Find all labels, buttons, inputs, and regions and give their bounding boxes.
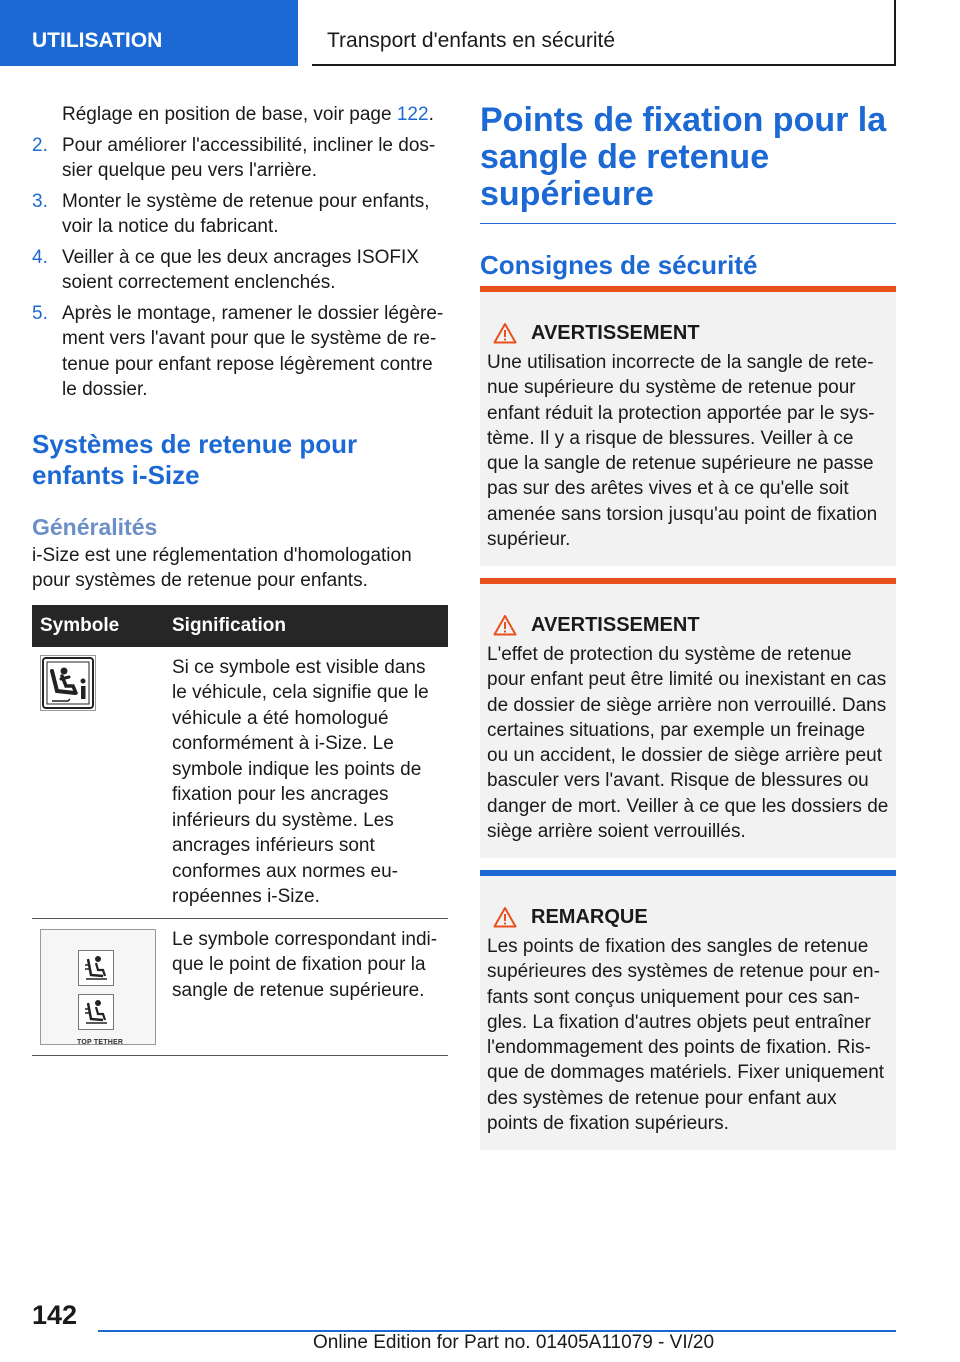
table-header-row (32, 605, 448, 647)
page-link[interactable]: 122 (396, 104, 429, 125)
step-text: Monter le système de retenue pour enfants, voir la notice du fabricant. (62, 190, 430, 237)
page-number: 142 (32, 1300, 78, 1330)
step-number: 5. (32, 302, 48, 324)
step-text: Après le montage, ramener le dossier légèrement vers l'avant pour que le système de retenue pour enfant repose légèrement contre le dossier. (62, 302, 444, 400)
top-tether-label: TOP TETHER (77, 1038, 124, 1046)
meaning-cell: Le symbole correspondant indique le point de fixation pour la sangle de retenue supérieure. (164, 918, 448, 1055)
warning-triangle-icon (493, 906, 517, 928)
symbol-cell (32, 647, 164, 919)
step-item (32, 189, 448, 240)
meaning-cell: Si ce symbole est visible dans le véhicule, cela signifie que le véhicule a été homologué conformément à i-Size. Le symbole indique les points de fixation pour les ancrages inférieurs du système. Les ancrages inférieurs sont conformes aux normes européennes i-Size. (164, 647, 448, 919)
notice-title-row (487, 902, 889, 932)
step-item (32, 301, 448, 403)
chapter-title: Transport d'enfants en sécurité (327, 29, 616, 52)
step-number: 2. (32, 134, 48, 156)
edition-text: Online Edition for Part no. 01405A11079 - VI/20 (313, 1332, 715, 1353)
remark-notice (480, 870, 896, 1150)
subheading-general: Généralités (32, 513, 158, 540)
step-item (32, 133, 448, 184)
notice-title-row (487, 610, 889, 640)
table-row (32, 647, 448, 919)
notice-body: L'effet de protection du système de retenue pour enfant peut être limité ou inexistant en cas de dossier de siège arrière non verrouillé. Dans certaines situations, par exemple un freinage ou un accident, le dossier de siège arrière peut basculer vers l'avant. Risque de blessures ou danger de mort. Veiller à ce que les dossiers de siège arrière soient verrouillés. (487, 644, 889, 843)
isofix-i-size-icon (40, 655, 96, 711)
notice-title: REMARQUE (531, 905, 648, 928)
warning-triangle-icon (493, 322, 517, 344)
step-text: Pour améliorer l'accessibilité, incliner le dossier quelque peu vers l'arrière. (62, 134, 436, 181)
section-title: UTILISATION (32, 29, 163, 52)
step-number: 4. (32, 246, 48, 268)
step-number: 3. (32, 190, 48, 212)
notice-title: AVERTISSEMENT (531, 321, 700, 344)
top-tether-seat-icon (78, 994, 114, 1030)
right-column (480, 102, 896, 281)
symbol-table (32, 605, 448, 1056)
step-item (32, 245, 448, 296)
notice-body: Les points de fixation des sangles de retenue supérieures des systèmes de retenue pour enfants sont conçus uniquement pour ces sangles. La fixation d'autres objets peut entraîner l'endommagement des points de fixation. Risque de dommages matériels. Fixer uniquement des systèmes de retenue pour enfant aux points de fixation supérieurs. (487, 936, 885, 1135)
section-heading: Systèmes de retenue pour enfants i-Size (32, 428, 358, 490)
section-tab (0, 0, 298, 66)
heading-divider (480, 223, 896, 224)
left-column (32, 102, 448, 1056)
continued-text-suffix: . (428, 104, 434, 125)
notice-body: Une utilisation incorrecte de la sangle de retenue supérieure du système de retenue pour enfant réduit la protection apportée par le système. Il y a risque de blessures. Veiller à ce que la sangle de retenue supérieure ne passe pas sur des arêtes vives et à ce qu'elle soit amenée sans torsion jusqu'au point de fixation supérieur. (487, 352, 878, 551)
notice-title-row (487, 318, 889, 348)
symbol-cell (32, 918, 164, 1055)
top-tether-seat-icon (78, 950, 114, 986)
notice-title: AVERTISSEMENT (531, 613, 700, 636)
warning-notice-2 (480, 578, 896, 858)
main-heading: Points de fixation pour la sangle de retenue supérieure (480, 101, 887, 213)
intro-paragraph: i-Size est une réglementation d'homologation pour systèmes de retenue pour enfants. (32, 544, 412, 591)
chapter-header (312, 0, 896, 66)
header-meaning: Signification (164, 605, 448, 647)
warning-notice-1 (480, 286, 896, 566)
step-text: Veiller à ce que les deux ancrages ISOFIX soient correctement enclenchés. (62, 246, 419, 293)
top-tether-icon (40, 929, 156, 1045)
warning-triangle-icon (493, 614, 517, 636)
continued-step (32, 102, 448, 128)
continued-text: Réglage en position de base, voir page (62, 104, 397, 125)
subheading-safety: Consignes de sécurité (480, 250, 758, 280)
header-symbol: Symbole (32, 605, 164, 647)
table-row (32, 918, 448, 1055)
